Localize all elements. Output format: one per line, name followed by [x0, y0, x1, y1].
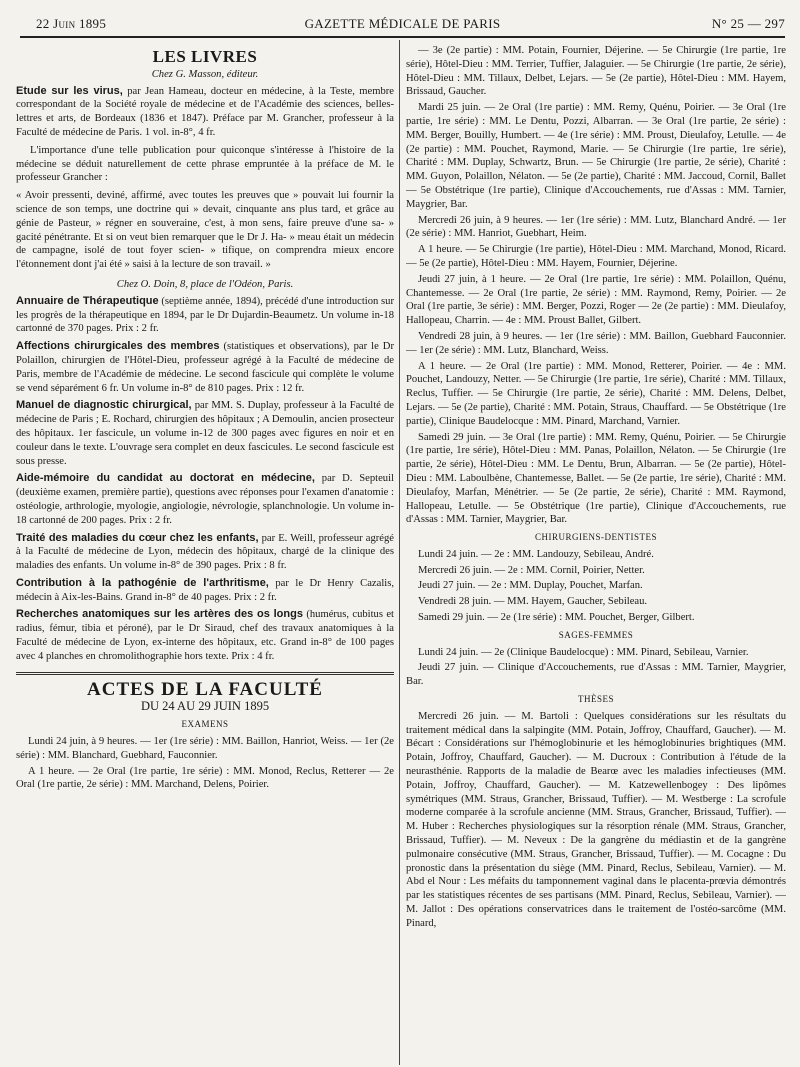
- dentiste-line: Vendredi 28 juin. — MM. Hayem, Gaucher, Sebileau.: [418, 596, 648, 608]
- exam-paragraph: Vendredi 28 juin, à 9 heures. — 1er (1re série) : MM. Baillon, Guebhard Fauconnier. — 1er (2e série) : MM. Lutz, Blanchard, Weiss.: [406, 330, 786, 356]
- book-text: (humérus, cubitus et radius, fémur, tibia et péroné), par le Dr Siraud, chef des travaux anatomiques à la Faculté de médecine de Lyon, ex-interne des hôpitaux, etc. Grand in-8° de 100 pages avec 4 planches en chromolithographie hors texte. Prix : 4 fr.: [16, 609, 394, 662]
- exam-paragraph: A 1 heure. — 2e Oral (1re partie, 1re série) : MM. Monod, Reclus, Retterer — 2e Oral (1re partie, 2e série) : MM. Marchand, Delens, Poirier.: [16, 765, 394, 791]
- dentiste-line: Mercredi 26 juin. — 2e : MM. Cornil, Poirier, Netter.: [418, 564, 645, 576]
- book-text: (septième année, 1894), précédé d'une introduction sur les progrès de la thérapeutique en 1894, par le Dr Dujardin-Beaumetz. Un volume in-18 cartonné de 370 pages. Prix : 2 fr.: [16, 295, 394, 335]
- book-text: par Jean Hameau, docteur en médecine, à la Teste, membre correspondant de la Société royale de médecine et de l'Académie des sciences, belles-lettres et arts, de Bordeaux (1836 et 1847). Préface par M. Grancher, professeur à la Faculté de médecine de Paris. 1 vol. in-8°, 4 fr.: [16, 85, 394, 138]
- book-title: Recherches anatomiques sur les artères des os longs: [16, 608, 303, 621]
- exam-paragraph: A 1 heure. — 5e Chirurgie (1re partie), Hôtel-Dieu : MM. Marchand, Monod, Ricard. — 5e (2e partie), Hôtel-Dieu : MM. Hayem, Fournier, Déjerine.: [406, 244, 786, 269]
- exam-paragraph: Mercredi 26 juin, à 9 heures. — 1er (1re série) : MM. Lutz, Blanchard André. — 1er (2e série) : MM. Hanriot, Guebhart, Heim.: [406, 214, 786, 240]
- theses-paragraph: Mercredi 26 juin. — M. Bartoli : Quelques considérations sur les résultats du traitement médical dans la salpingite (MM. Potain, Joffroy, Chauffard, Gaucher). — M. Bécart : Considérations sur l'hémoglobinurie et les hémoglobinuries brightiques (MM. Potain, Joffroy, Chauffard, Gaucher). — M. Ducroux : Contribution à l'étude de la neurasthénie. Rapports de la maladie de Bearœ avec les maladies infectieuses (MM. Potain, Joffroy, Chauffard, Gaucher). — M. Katzewellenbogey : Des lipômes symétriques (MM. Straus, Grancher, Brissaud, Tuffier). — M. Westberge : La scrofule moderne comparée à la scrofule ancienne (MM. Straus, Grancher, Brissaud, Tuffier). — M. Huber : Recherches physiologiques sur la résorption rénale (MM. Straus, Grancher, Brissaud, Tuffier). — M. Neveux : De la gangrène du médiastin et de la gangrène pulmonaire consécutive (MM. Straus, Grancher, Brissaud, Tuffier). — M. Cocagne : Du pronostic dans la présentation du siège (MM. Pinard, Reclus, Sebileau, Varnier). — M. Abd el Nour : Les méfaits du tamponnement vaginal dans le placenta-prœvia démontrés par les statistiques récentes de ses partisans (MM. Pinard, Reclus, Sebileau, Varnier). — M. Jallot : Des opérations conservatrices dans le traitement de l'ostéo-sarcôme (MM. Pinard,: [406, 710, 786, 929]
- book-title: Etude sur les virus,: [16, 84, 123, 97]
- book-entry: [16, 85, 394, 140]
- exam-paragraph: A 1 heure. — 2e Oral (1re partie) : MM. Monod, Retterer, Poirier. — 4e : MM. Pouchet, Landouzy, Netter. — 5e Chirurgie (1re partie, 1re série), Charité : MM. Tillaux, Reclus, Tuffier. — 5e Chirurgie (1re partie, 2e série), Charité : MM. Delens, Delbet, Lejars. — 5e (2e partie), Charité : MM. Potain, Straus, Chauffard. — 5e Obstétrique (1re partie), Clinique Baudelocque : MM. Pinard, Marchand, Varnier.: [406, 360, 786, 427]
- publisher-masson: Chez G. Masson, éditeur.: [151, 68, 259, 80]
- sagesfemmes-label: SAGES-FEMMES: [558, 629, 634, 640]
- section-divider: [16, 672, 394, 675]
- book-text: par D. Septeuil (deuxième examen, première partie), questions avec réponses pour l'examen d'anatomie : ostéologie, arthrologie, myologie, angiologie, névrologie, splanchnologie. Un volume in-18 cartonné de 200 pages. Prix : 2 fr.: [16, 473, 394, 526]
- column-rule: [399, 40, 400, 1065]
- book-entry: [16, 532, 394, 573]
- dentiste-line: Lundi 24 juin. — 2e : MM. Landouzy, Sebileau, André.: [418, 548, 654, 560]
- page-header: [20, 12, 785, 34]
- examens-label: EXAMENS: [181, 719, 229, 730]
- header-page-number: N° 25 — 297: [711, 16, 785, 31]
- book-entry: [16, 472, 394, 527]
- book-text: par E. Weill, professeur agrégé à la Faculté de médecine de Lyon, médecin des hôpitaux, chargé de la clinique des maladies des enfants. Un volume in-8° de 390 pages. Prix : 8 fr.: [16, 532, 394, 572]
- left-column: [16, 44, 394, 1064]
- right-column: [406, 44, 786, 1064]
- book-title: Annuaire de Thérapeutique: [16, 294, 159, 307]
- sagesfemme-line: Jeudi 27 juin. — Clinique d'Accouchements, rue d'Assas : MM. Tarnier, Maygrier, Bar.: [406, 662, 786, 688]
- actes-dates: DU 24 AU 29 JUIN 1895: [140, 699, 270, 714]
- exam-paragraph: Lundi 24 juin, à 9 heures. — 1er (1re série) : MM. Baillon, Hanriot, Weiss. — 1er (2e série) : MM. Blanchard, Guebhard, Fauconnier.: [16, 736, 394, 761]
- actes-title: ACTES DE LA FACULTÉ: [87, 678, 323, 700]
- book-title: Contribution à la pathogénie de l'arthritisme,: [16, 576, 269, 589]
- book-entry: [16, 399, 394, 468]
- dentiste-line: Samedi 29 juin. — 2e (1re série) : MM. Pouchet, Berger, Gilbert.: [418, 612, 695, 624]
- book-title: Traité des maladies du cœur chez les enfants,: [16, 531, 259, 544]
- exam-paragraph: Samedi 29 juin. — 3e Oral (1re partie) : MM. Remy, Quénu, Poirier. — 5e Chirurgie (1re partie, 1re série), Hôtel-Dieu : MM. Panas, Polaillon, Nélaton. — 5e Chirurgie (1re partie, 2e série), Hôtel-Dieu : MM. Le Dentu, Brun, Albarran. — 5e (2e partie), Hôtel-Dieu : MM. Laboulbène, Chantemesse, Ballet. — 5e (2e partie, 1re série), Charité : MM. Dieulafoy, Marfan, Ménétrier. — 5e (2e partie, 2e série), Charité : MM. Raymond, Hallopeau, Letulle. — 5e Obstétrique (1re partie), Clinique d'Accouchements, rue d'Assas : MM. Tarnier, Maygrier, Bar.: [406, 431, 786, 526]
- intro-paragraph: L'importance d'une telle publication pour quiconque s'intéresse à l'histoire de la médecine se déduit naturellement de cette phrase empruntée à la préface de M. le professeur Grancher :: [16, 144, 394, 184]
- header-journal-title: GAZETTE MÉDICALE DE PARIS: [304, 16, 501, 31]
- header-rule: [20, 36, 785, 38]
- header-date: 22 Juin 1895: [36, 16, 107, 31]
- dentistes-label: CHIRURGIENS-DENTISTES: [535, 532, 657, 543]
- book-entry: [16, 577, 394, 605]
- exam-paragraph: — 3e (2e partie) : MM. Potain, Fournier, Déjerine. — 5e Chirurgie (1re partie, 1re série), Hôtel-Dieu : MM. Terrier, Tuffier, Jalaguier. — 5e Chirurgie (1re partie, 2e série), Hôtel-Dieu : MM. Tillaux, Delbet, Lejars. — 5e (2e partie), Hôtel-Dieu : MM. Hayem, Brissaud, Gaucher.: [406, 45, 786, 98]
- exam-paragraph: Jeudi 27 juin, à 1 heure. — 2e Oral (1re partie, 1re série) : MM. Polaillon, Quénu, Chantemesse. — 2e Oral (1re partie, 2e série) : MM. Raymond, Remy, Poirier. — 2e Oral (1re partie, 3e série) : MM. Berger, Pozzi, Roger — 2e (2e partie) : MM. Dieulafoy, Hallopeau, Charrin. — 4e : MM. Proust Ballet, Gilbert.: [406, 273, 786, 327]
- book-text: (statistiques et observations), par le Dr Polaillon, chirurgien de l'Hôtel-Dieu, professeur agrégé à la Faculté de médecine de Paris, membre de l'Académie de médecine. Le second fascicule qui complète le volume se vend séparément 6 fr. Un volume in-8° de 810 pages. Prix : 12 fr.: [16, 341, 394, 394]
- book-entry: [16, 608, 394, 663]
- sagesfemme-line: Lundi 24 juin. — 2e (Clinique Baudelocque) : MM. Pinard, Sebileau, Varnier.: [418, 646, 749, 658]
- book-text: par MM. S. Duplay, professeur à la Faculté de médecine de Paris ; E. Rochard, chirurgien des hôpitaux ; A Demoulin, ancien prosecteur des hôpitaux. 1er fascicule, un volume in-12 de 300 pages avec figures en noir et en couleur dans le texte. L'ouvrage sera complet en deux fascicules. Le second fascicule est sous presse.: [16, 400, 394, 467]
- theses-label: THÈSES: [577, 694, 614, 705]
- grancher-quote: « Avoir pressenti, deviné, affirmé, avec toutes les preuves que » pouvait lui fournir la science de son temps, une doctrine qui » devait, cinquante ans plus tard, et grâce au génie de Pasteur, » régner en souveraine, c'est, à mon sens, faire preuve d'une sa- » gacité pénétrante. Et si on veut bien remarquer que le Dr J. Ha- » meau était un médecin de campagne, isolé de tout foyer scien- » tifique, on comprendra mieux encore l'étonnement dont j'ai été » saisi à la lecture de son travail. »: [16, 190, 394, 271]
- book-title: Manuel de diagnostic chirurgical,: [16, 399, 192, 412]
- publisher-doin: Chez O. Doin, 8, place de l'Odéon, Paris.: [116, 278, 294, 290]
- book-title: Aide-mémoire du candidat au doctorat en médecine,: [16, 472, 315, 485]
- exam-paragraph: Mardi 25 juin. — 2e Oral (1re partie) : MM. Remy, Quénu, Poirier. — 3e Oral (1re partie, 1re série) : MM. Le Dentu, Pozzi, Albarran. — 3e Oral (1re partie, 2e série) : MM. Berger, Bouilly, Humbert. — 4e (1re série) : MM. Proust, Dieulafoy, Letulle. — 4e (2e partie) : MM. Pouchet, Raymond, Marie. — 5e Chirurgie (1re partie, 1re série), Charité : MM. Duplay, Schwartz, Brun. — 5e Chirurgie (1re partie, 2e série), Charité : MM. Guyon, Polaillon, Nélaton. — 5e (2e partie), Charité : MM. Jaccoud, Cornil, Ballet — 5e Obstétrique (1re partie), Clinique d'Accouchements, rue d'Assas : MM. Tarnier, Maygrier, Bar.: [406, 102, 786, 210]
- book-entry: [16, 295, 394, 336]
- book-title: Affections chirurgicales des membres: [16, 340, 220, 353]
- book-entry: [16, 340, 394, 395]
- book-text: par le Dr Henry Cazalis, médecin à Aix-les-Bains. Grand in-8° de 40 pages. Prix : 2 fr.: [16, 577, 394, 603]
- livres-title: LES LIVRES: [152, 47, 258, 66]
- dentiste-line: Jeudi 27 juin. — 2e : MM. Duplay, Pouchet, Marfan.: [418, 580, 643, 592]
